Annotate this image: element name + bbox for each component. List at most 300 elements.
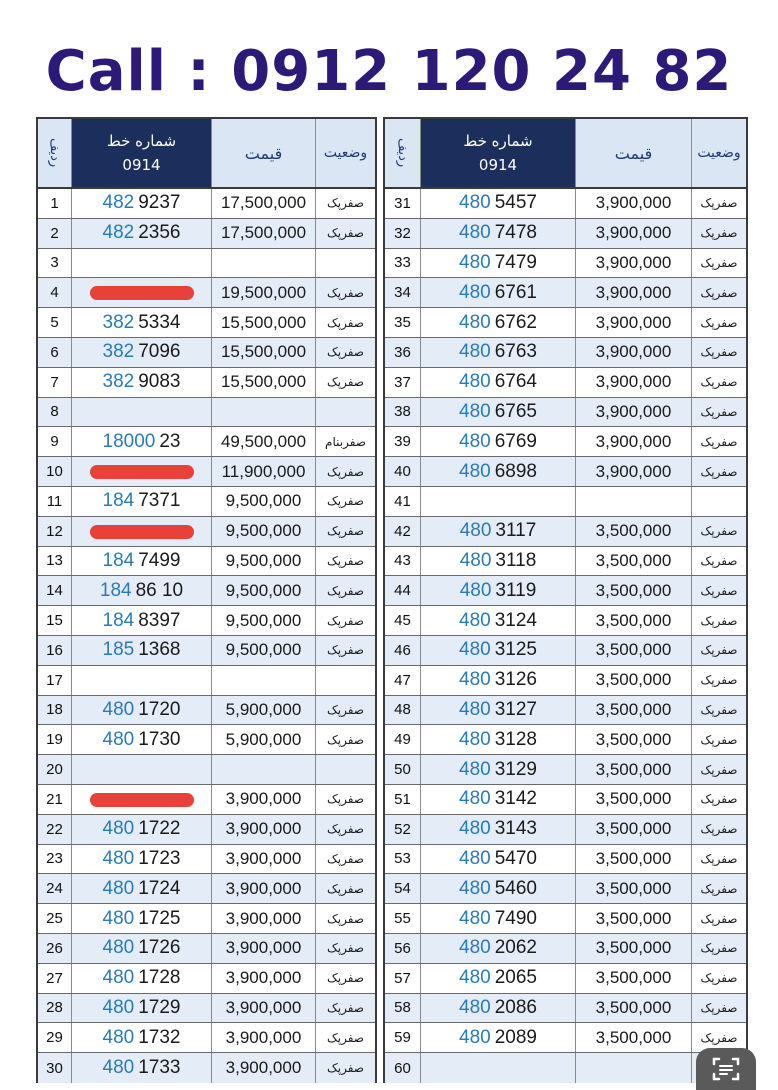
status-cell: صفرپک [327, 583, 364, 598]
table-row [38, 606, 375, 636]
price-cell: 3,500,000 [576, 755, 692, 784]
phone-number [421, 1023, 576, 1052]
phone-number [421, 666, 576, 695]
price-cell: 3,900,000 [576, 368, 692, 397]
number-suffix: 3124 [494, 609, 537, 631]
row-index: 58 [385, 994, 421, 1023]
table-row [385, 1053, 746, 1083]
table-row [385, 815, 746, 845]
number-prefix: 480 [459, 430, 491, 452]
phone-number [72, 815, 212, 844]
price-cell: 9,500,000 [212, 636, 316, 665]
status-cell: صفرپک [327, 971, 364, 986]
number-prefix: 480 [102, 907, 135, 929]
table-row [38, 278, 375, 308]
table-row [385, 934, 746, 964]
number-prefix: 184 [99, 579, 132, 601]
price-cell: 3,500,000 [576, 547, 692, 576]
status-cell: صفرپک [327, 375, 364, 390]
row-index: 21 [38, 785, 72, 814]
number-prefix: 480 [102, 698, 135, 720]
price-cell: 5,900,000 [212, 696, 316, 725]
number-prefix: 184 [102, 609, 135, 631]
number-prefix: 480 [459, 1026, 491, 1048]
number-suffix: 5334 [138, 311, 181, 333]
table-row [38, 576, 375, 606]
table-row [385, 278, 746, 308]
price-cell: 3,500,000 [576, 1023, 692, 1052]
column-header-number-label: شماره خط [463, 132, 533, 150]
number-suffix: 86 10 [135, 579, 184, 601]
status-cell: صفرپک [327, 851, 364, 866]
status-cell: صفرپک [700, 643, 738, 658]
price-cell: 3,900,000 [576, 427, 692, 456]
table-row [385, 785, 746, 815]
phone-number [421, 815, 576, 844]
table-row [38, 755, 375, 785]
phone-number [72, 636, 212, 665]
row-index: 2 [38, 219, 72, 248]
number-prefix: 480 [459, 520, 492, 542]
number-prefix: 480 [459, 728, 491, 750]
row-index: 32 [385, 219, 421, 248]
scan-text-icon [711, 1055, 741, 1083]
status-cell: صفرپک [700, 851, 738, 866]
table-row [385, 547, 746, 577]
table-row [385, 338, 746, 368]
phone-number [421, 368, 576, 397]
number-suffix: 2062 [494, 937, 537, 959]
number-prefix: 480 [102, 847, 135, 869]
number-suffix: 1730 [138, 728, 181, 750]
phone-number [72, 219, 212, 248]
number-prefix: 480 [459, 847, 491, 869]
number-prefix: 382 [102, 341, 135, 363]
phone-number [421, 189, 576, 218]
price-cell: 3,500,000 [576, 576, 692, 605]
number-prefix: 480 [459, 251, 491, 273]
table-row [385, 874, 746, 904]
price-cell: 3,900,000 [576, 278, 692, 307]
price-cell: 3,900,000 [576, 398, 692, 427]
table-row [385, 576, 746, 606]
status-cell: صفرپک [700, 285, 738, 300]
row-index: 7 [38, 368, 72, 397]
price-cell: 3,900,000 [212, 904, 316, 933]
price-cell: 3,900,000 [212, 934, 316, 963]
number-prefix: 18000 [102, 430, 156, 452]
row-index: 5 [38, 308, 72, 337]
price-cell: 3,500,000 [576, 874, 692, 903]
price-cell: 3,900,000 [212, 994, 316, 1023]
number-suffix: 3142 [494, 788, 537, 810]
table-row [385, 994, 746, 1024]
price-table-right [383, 117, 748, 1083]
status-cell: صفرپک [700, 702, 738, 717]
row-index: 15 [38, 606, 72, 635]
status-cell: صفرپک [327, 553, 364, 568]
column-header-number [421, 119, 576, 187]
number-suffix: 6762 [494, 311, 537, 333]
status-cell: صفرپک [700, 375, 738, 390]
row-index: 26 [38, 934, 72, 963]
price-cell: 15,500,000 [212, 338, 316, 367]
row-index: 24 [38, 874, 72, 903]
table-row [38, 249, 375, 279]
price-cell: 3,900,000 [576, 338, 692, 367]
status-cell [692, 487, 746, 516]
number-prefix: 480 [459, 758, 491, 780]
status-cell [316, 249, 375, 278]
number-suffix: 1725 [138, 907, 181, 929]
number-suffix: 3128 [494, 728, 537, 750]
table-row [385, 427, 746, 457]
phone-number [72, 606, 212, 635]
row-index: 52 [385, 815, 421, 844]
scan-text-button[interactable] [696, 1048, 756, 1090]
status-cell: صفرپک [700, 911, 738, 926]
row-index: 29 [38, 1023, 72, 1052]
row-index: 12 [38, 517, 72, 546]
status-cell: صفربنام [325, 434, 366, 449]
row-index: 10 [38, 457, 72, 486]
row-index: 9 [38, 427, 72, 456]
phone-number [72, 547, 212, 576]
number-suffix: 5470 [494, 847, 537, 869]
price-cell: 3,900,000 [212, 964, 316, 993]
number-suffix: 6765 [494, 400, 537, 422]
price-cell: 3,500,000 [576, 606, 692, 635]
phone-number [421, 636, 576, 665]
table-row [385, 845, 746, 875]
number-prefix: 480 [459, 907, 491, 929]
number-suffix: 7490 [494, 907, 537, 929]
phone-number [421, 725, 576, 754]
number-suffix: 5460 [494, 877, 537, 899]
redaction-mark [90, 793, 194, 807]
table-row [38, 1023, 375, 1053]
table-row [385, 636, 746, 666]
price-cell: 5,900,000 [212, 725, 316, 754]
price-cell: 17,500,000 [212, 189, 316, 218]
row-index: 39 [385, 427, 421, 456]
phone-number [421, 755, 576, 784]
price-cell: 3,900,000 [212, 1053, 316, 1083]
number-prefix: 480 [459, 669, 491, 691]
table-row [38, 904, 375, 934]
row-index: 37 [385, 368, 421, 397]
price-cell: 3,500,000 [576, 785, 692, 814]
number-suffix: 2089 [494, 1026, 537, 1048]
table-row [385, 219, 746, 249]
phone-number [72, 994, 212, 1023]
price-cell [576, 487, 692, 516]
table-row [38, 696, 375, 726]
row-index: 22 [38, 815, 72, 844]
price-cell: 3,500,000 [576, 666, 692, 695]
row-index: 31 [385, 189, 421, 218]
row-index: 53 [385, 845, 421, 874]
number-prefix: 480 [102, 996, 135, 1018]
price-cell: 3,500,000 [576, 725, 692, 754]
number-prefix: 480 [459, 639, 491, 661]
price-cell: 3,500,000 [576, 845, 692, 874]
row-index: 60 [385, 1053, 421, 1083]
status-cell: صفرپک [327, 345, 364, 360]
price-cell: 3,500,000 [576, 934, 692, 963]
column-header-index: ردیف [385, 119, 421, 187]
phone-number [72, 904, 212, 933]
row-index: 46 [385, 636, 421, 665]
number-prefix: 480 [102, 1057, 135, 1078]
number-suffix: 3126 [494, 669, 537, 691]
number-prefix: 480 [102, 877, 135, 899]
number-suffix: 3119 [495, 579, 537, 601]
phone-number [72, 576, 212, 605]
table-row [38, 815, 375, 845]
row-index: 42 [385, 517, 421, 546]
price-cell: 3,900,000 [576, 189, 692, 218]
price-cell: 3,500,000 [576, 815, 692, 844]
status-cell: صفرپک [327, 196, 364, 211]
price-cell: 3,500,000 [576, 904, 692, 933]
row-index: 17 [38, 666, 72, 695]
phone-number [421, 606, 576, 635]
table-row [38, 785, 375, 815]
row-index: 45 [385, 606, 421, 635]
table-row [385, 904, 746, 934]
row-index: 6 [38, 338, 72, 367]
table-row [38, 308, 375, 338]
number-prefix: 480 [102, 1026, 135, 1048]
price-cell: 11,900,000 [212, 457, 316, 486]
number-suffix: 9237 [138, 192, 181, 214]
status-cell: صفرپک [700, 434, 738, 449]
phone-number [421, 308, 576, 337]
phone-number [421, 278, 576, 307]
status-cell: صفرپک [700, 345, 738, 360]
column-header-status: وضعیت [316, 119, 375, 187]
number-prefix: 480 [102, 937, 135, 959]
price-cell: 3,500,000 [576, 696, 692, 725]
table-header [385, 119, 746, 189]
number-prefix: 480 [102, 818, 135, 840]
status-cell: صفرپک [700, 315, 738, 330]
number-prefix: 480 [459, 311, 491, 333]
column-header-number-code: 0914 [122, 156, 161, 174]
row-index: 43 [385, 547, 421, 576]
status-cell: صفرپک [327, 494, 364, 509]
number-prefix: 480 [459, 549, 492, 571]
status-cell: صفرپک [327, 613, 364, 628]
status-cell: صفرپک [327, 1030, 364, 1045]
price-cell [212, 755, 316, 784]
number-suffix: 2065 [494, 967, 537, 989]
status-cell: صفرپک [327, 285, 364, 300]
phone-number [72, 308, 212, 337]
number-suffix: 5457 [494, 192, 537, 214]
phone-number [72, 725, 212, 754]
table-row [38, 517, 375, 547]
row-index: 51 [385, 785, 421, 814]
table-row [385, 964, 746, 994]
price-cell: 15,500,000 [212, 308, 316, 337]
number-suffix: 3117 [495, 520, 537, 542]
column-header-price: قیمت [212, 119, 316, 187]
row-index: 23 [38, 845, 72, 874]
number-prefix: 184 [102, 490, 135, 512]
table-row [385, 517, 746, 547]
phone-number [421, 517, 576, 546]
row-index: 57 [385, 964, 421, 993]
table-row [385, 696, 746, 726]
table-row [38, 636, 375, 666]
table-row [38, 994, 375, 1024]
number-prefix: 480 [459, 996, 491, 1018]
number-prefix: 185 [102, 639, 135, 661]
table-row [385, 398, 746, 428]
price-cell: 19,500,000 [212, 278, 316, 307]
number-suffix: 7479 [494, 251, 537, 273]
phone-number [421, 964, 576, 993]
price-cell: 49,500,000 [212, 427, 316, 456]
status-cell: صفرپک [327, 524, 364, 539]
number-prefix: 480 [459, 222, 491, 244]
phone-number [421, 785, 576, 814]
number-prefix: 480 [459, 371, 491, 393]
price-cell: 3,900,000 [212, 815, 316, 844]
row-index: 1 [38, 189, 72, 218]
status-cell: صفرپک [327, 881, 364, 896]
table-row [38, 398, 375, 428]
number-suffix: 7478 [494, 222, 537, 244]
row-index: 30 [38, 1053, 72, 1083]
column-header-price: قیمت [576, 119, 692, 187]
number-suffix: 3125 [494, 639, 537, 661]
table-row [385, 755, 746, 785]
status-cell: صفرپک [700, 941, 738, 956]
phone-number [72, 278, 212, 307]
number-suffix: 6898 [494, 460, 537, 482]
row-index: 35 [385, 308, 421, 337]
number-suffix: 6761 [494, 281, 537, 303]
row-index: 25 [38, 904, 72, 933]
table-header [38, 119, 375, 189]
price-cell: 15,500,000 [212, 368, 316, 397]
price-cell [212, 666, 316, 695]
table-row [385, 368, 746, 398]
price-cell: 9,500,000 [212, 576, 316, 605]
row-index: 16 [38, 636, 72, 665]
table-row [38, 219, 375, 249]
status-cell: صفرپک [327, 226, 364, 241]
status-cell: صفرپک [700, 196, 738, 211]
table-body [385, 189, 746, 1083]
row-index: 19 [38, 725, 72, 754]
status-cell: صفرپک [327, 941, 364, 956]
row-index: 47 [385, 666, 421, 695]
redaction-mark [90, 525, 194, 539]
table-row [385, 666, 746, 696]
number-prefix: 480 [459, 460, 491, 482]
number-prefix: 482 [102, 222, 135, 244]
status-cell [316, 755, 375, 784]
table-row [38, 427, 375, 457]
phone-number [72, 964, 212, 993]
status-cell: صفرپک [327, 702, 364, 717]
price-cell: 17,500,000 [212, 219, 316, 248]
table-row [38, 725, 375, 755]
phone-number [72, 338, 212, 367]
row-index: 33 [385, 249, 421, 278]
status-cell: صفرپک [700, 613, 738, 628]
phone-number [72, 755, 212, 784]
phone-number [421, 576, 576, 605]
phone-number [421, 845, 576, 874]
phone-number [421, 547, 576, 576]
status-cell: صفرپک [700, 524, 738, 539]
number-suffix: 1728 [138, 967, 181, 989]
price-cell: 3,900,000 [212, 785, 316, 814]
column-header-number [72, 119, 212, 187]
column-header-index: ردیف [38, 119, 72, 187]
price-cell: 3,900,000 [576, 249, 692, 278]
table-row [38, 189, 375, 219]
phone-number [72, 696, 212, 725]
price-cell: 3,900,000 [212, 1023, 316, 1052]
price-cell: 3,500,000 [576, 964, 692, 993]
row-index: 4 [38, 278, 72, 307]
status-cell: صفرپک [700, 583, 738, 598]
row-index: 3 [38, 249, 72, 278]
price-cell: 3,500,000 [576, 517, 692, 546]
phone-number [421, 219, 576, 248]
status-cell: صفرپک [327, 911, 364, 926]
price-cell: 9,500,000 [212, 606, 316, 635]
number-prefix: 184 [102, 549, 135, 571]
number-prefix: 480 [459, 341, 491, 363]
status-cell [316, 398, 375, 427]
price-cell [212, 398, 316, 427]
number-prefix: 480 [459, 877, 491, 899]
number-suffix: 3129 [494, 758, 537, 780]
number-suffix: 9083 [138, 371, 181, 393]
row-index: 44 [385, 576, 421, 605]
phone-number [72, 368, 212, 397]
status-cell: صفرپک [327, 822, 364, 837]
column-header-number-code: 0914 [478, 156, 518, 174]
number-suffix: 1722 [138, 818, 181, 840]
phone-number [72, 517, 212, 546]
number-suffix: 1723 [138, 847, 181, 869]
table-body [38, 189, 375, 1083]
price-cell: 9,500,000 [212, 517, 316, 546]
status-cell: صفرپک [327, 792, 364, 807]
phone-number [421, 994, 576, 1023]
table-row [38, 457, 375, 487]
status-cell: صفرپک [700, 732, 738, 747]
number-prefix: 480 [459, 967, 491, 989]
row-index: 11 [38, 487, 72, 516]
price-cell: 3,500,000 [576, 636, 692, 665]
redaction-mark [90, 465, 194, 479]
table-row [385, 249, 746, 279]
phone-number [72, 845, 212, 874]
status-cell: صفرپک [327, 1000, 364, 1015]
number-suffix: 1724 [138, 877, 181, 899]
phone-number [72, 934, 212, 963]
number-prefix: 482 [102, 192, 135, 214]
